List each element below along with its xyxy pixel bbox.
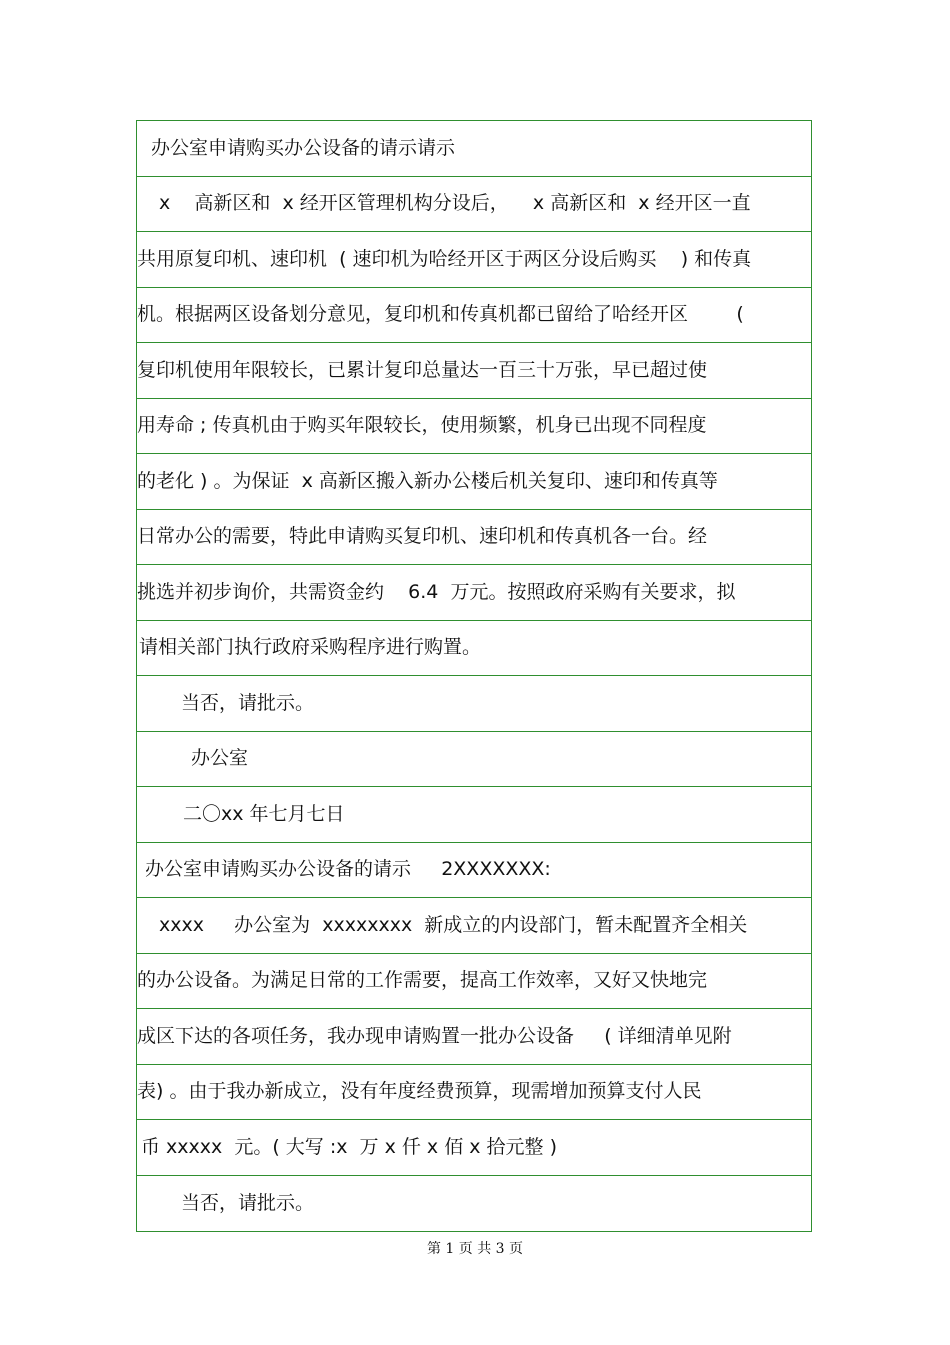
document-line: 请相关部门执行政府采购程序进行购置。 bbox=[137, 621, 811, 677]
document-line: xxxx 办公室为 xxxxxxxx 新成立的内设部门，暂未配置齐全相关 bbox=[137, 898, 811, 954]
document-line: 当否，请批示。 bbox=[137, 676, 811, 732]
document-line: 成区下达的各项任务，我办现申请购置一批办公设备 ( 详细清单见附 bbox=[137, 1009, 811, 1065]
document-line: 共用原复印机、速印机 ( 速印机为哈经开区于两区分设后购买 ) 和传真 bbox=[137, 232, 811, 288]
document-line: 的老化 ) 。为保证 x 高新区搬入新办公楼后机关复印、速印和传真等 bbox=[137, 454, 811, 510]
document-line: 币 xxxxx 元。( 大写 :x 万 x 仟 x 佰 x 拾元整 ) bbox=[137, 1120, 811, 1176]
document-line: 用寿命 ; 传真机由于购买年限较长，使用频繁，机身已出现不同程度 bbox=[137, 399, 811, 455]
document-line: 复印机使用年限较长，已累计复印总量达一百三十万张，早已超过使 bbox=[137, 343, 811, 399]
document-table bbox=[136, 120, 812, 1232]
document-line: 表) 。由于我办新成立，没有年度经费预算，现需增加预算支付人民 bbox=[137, 1065, 811, 1121]
document-line: 办公室申请购买办公设备的请示 2XXXXXXX: bbox=[137, 843, 811, 899]
document-line: x 高新区和 x 经开区管理机构分设后， x 高新区和 x 经开区一直 bbox=[137, 177, 811, 233]
page-number-footer: 第 1 页 共 3 页 bbox=[426, 1241, 524, 1257]
document-line: 办公室 bbox=[137, 732, 811, 788]
document-line: 机。根据两区设备划分意见，复印机和传真机都已留给了哈经开区 ( bbox=[137, 288, 811, 344]
document-line: 二〇xx 年七月七日 bbox=[137, 787, 811, 843]
document-line: 挑选并初步询价，共需资金约 6.4 万元。按照政府采购有关要求，拟 bbox=[137, 565, 811, 621]
document-line: 日常办公的需要，特此申请购买复印机、速印机和传真机各一台。经 bbox=[137, 510, 811, 566]
document-line: 当否，请批示。 bbox=[181, 1191, 315, 1214]
document-line: 办公室申请购买办公设备的请示请示 bbox=[137, 121, 811, 177]
document-line: 的办公设备。为满足日常的工作需要，提高工作效率，又好又快地完 bbox=[137, 954, 811, 1010]
